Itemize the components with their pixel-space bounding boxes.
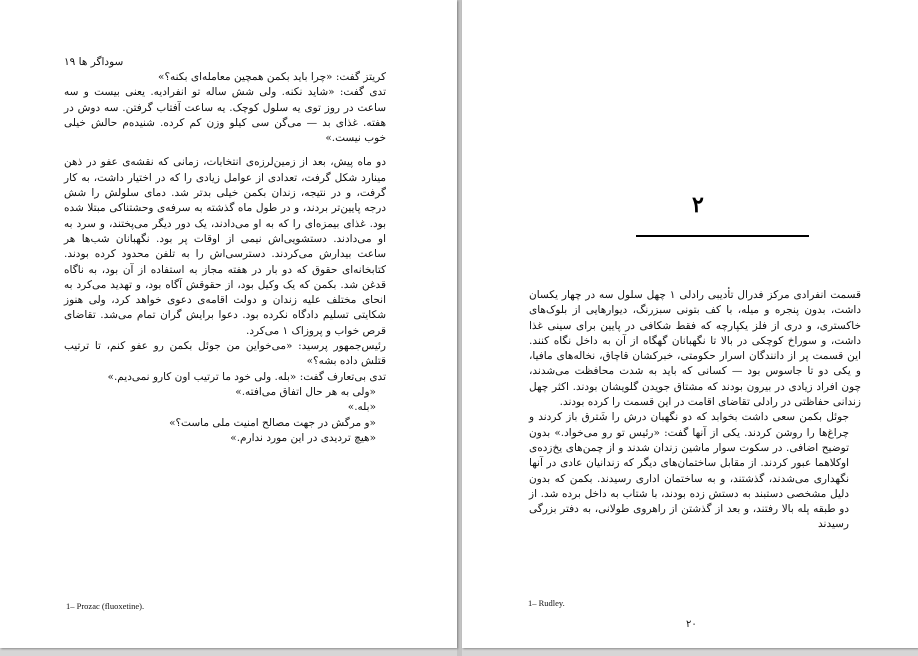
paragraph: «ولی به هر حال اتفاق می‌افته.» xyxy=(235,385,376,398)
paragraph: تدی بی‌تعارف گفت: «بله. ولی خود ما ترتیب اون کارو نمی‌دیم.» xyxy=(107,370,386,383)
running-head: سوداگر ها ۱۹ xyxy=(64,56,124,68)
left-page xyxy=(0,0,457,648)
page-number: ۲۰ xyxy=(686,619,697,630)
paragraph: جوئل بکمن سعی داشت بخوابد که دو نگهبان درش را شَترق باز کردند و چراغ‌ها را روشن کردند. یکی از آنها گفت: «رئیس تو رو می‌خواد.» بدون توضیح اضافی. در سکوت سوار ماشین زندان شدند و از چمن‌های یخ‌زده‌ی اوکلاهما عبور کردند. از مقابل ساختمان‌های دیگر که زندانیان عادی در آنها نگهداری می‌شدند، گذشتند، و به ساختمان اداری رسیدند. بکمن که بدون دلیل مشخصی دستبند به دستش زده بودند، با شتاب به داخل برده شد. از دو طبقه پله بالا رفتند، و بعد از گذشتن از راهروی طولانی، به دفتر بزرگی رسیدند xyxy=(529,411,849,531)
paragraph: رئیس‌جمهور پرسید: «می‌خواین من جوئل بکمن رو عفو کنم، تا ترتیب قتلش داده بشه؟» xyxy=(64,340,386,368)
paragraph: «و مرگش در جهت مصالح امنیت ملی ماست؟» xyxy=(169,416,376,429)
paragraph: کریتز گفت: «چرا باید بکمن همچین معامله‌ای بکنه؟» xyxy=(158,71,386,83)
left-body-text xyxy=(64,70,398,446)
paragraph: دو ماه پیش، بعد از زمین‌لرزه‌ی انتخابات، زمانی که نقشه‌ی عفو در ذهن مینارد شکل گرفت، تعدادی از عوامل زیادی را که در اختیار داشت، به کار گرفت، و در نتیجه، زندان بکمن خیلی بدتر شد. دمای سلولش را شش درجه پایین‌تر بردند، و در طول ماه گذشته به سرفه‌ی وحشتناکی مبتلا شده بود. غذای بیمزه‌ای را که به او می‌دادند، یک دور دیگر می‌پختند، و سرد به او می‌دادند. دستشویی‌اش نیمی از اوقات پر بود. نگهبانان شب‌ها هر ساعت بیدارش می‌کردند. دسترسی‌اش را به تلفن محدود کرده بودند. کتابخانه‌ای حقوق که دو بار در هفته مجاز به استفاده از آن بود، به ناگاه قدغن شد. بکمن که یک وکیل بود، از حقوقش آگاه بود، و تهدید می‌کرد به انحای مختلف علیه زندان و دولت اقامه‌ی دعوی خواهد کرد، ولی هنوز شکایتی تسلیم دادگاه نکرده بود. دعوا برایش گران تمام می‌شد. تقاضای قرص خواب و پروزاک ۱ می‌کرد. xyxy=(64,156,386,337)
footnote: 1– Rudley. xyxy=(528,598,565,608)
paragraph: تدی گفت: «شاید نکنه. ولی شش ساله تو انفرادیه. یعنی بیست و سه ساعت در روز توی یه سلول کوچک. یه ساعت آفتاب گرفتن. سه دوش در هفته. غذای بد — می‌گن سی کیلو وزن کم کرده. شنیده‌م حالش خیلی خوب نیست.» xyxy=(64,86,386,145)
right-page xyxy=(462,0,918,648)
right-body-text xyxy=(529,288,861,533)
paragraph: «هیچ تردیدی در این مورد ندارم.» xyxy=(230,431,376,444)
chapter-divider xyxy=(636,235,809,237)
paragraph: «بله.» xyxy=(347,401,376,414)
paragraph: قسمت انفرادی مرکز فدرال تأدیبی رادلی ۱ چهل سلول سه در چهار یکسان داشت، بدون پنجره و میله، با کف بتونی سبزرنگ، دیوارهایی از بلوک‌های خاکستری، و دری از فلز یکپارچه که فقط شکافی در پایین برای سینی غذا داشت، و سوراخ کوچکی در بالا تا نگهبانان گهگاه از آن به داخل نگاه کنند. این قسمت پر از دانندگان اسرار حکومتی، خبرکشان قاچاق، نخاله‌های مافیا، و یکی دو تا جاسوس بود — کسانی که باید به شدت محافظت می‌شدند، چون افراد زیادی در بیرون بودند که مشتاق جویدن گلویشان بودند. اکثر چهل زندانی حفاظتی در رادلی تقاضای اقامت در این قسمت را کرده بودند. xyxy=(529,289,861,409)
chapter-number: ۲ xyxy=(692,192,704,218)
footnote: 1– Prozac (fluoxetine). xyxy=(66,601,145,611)
